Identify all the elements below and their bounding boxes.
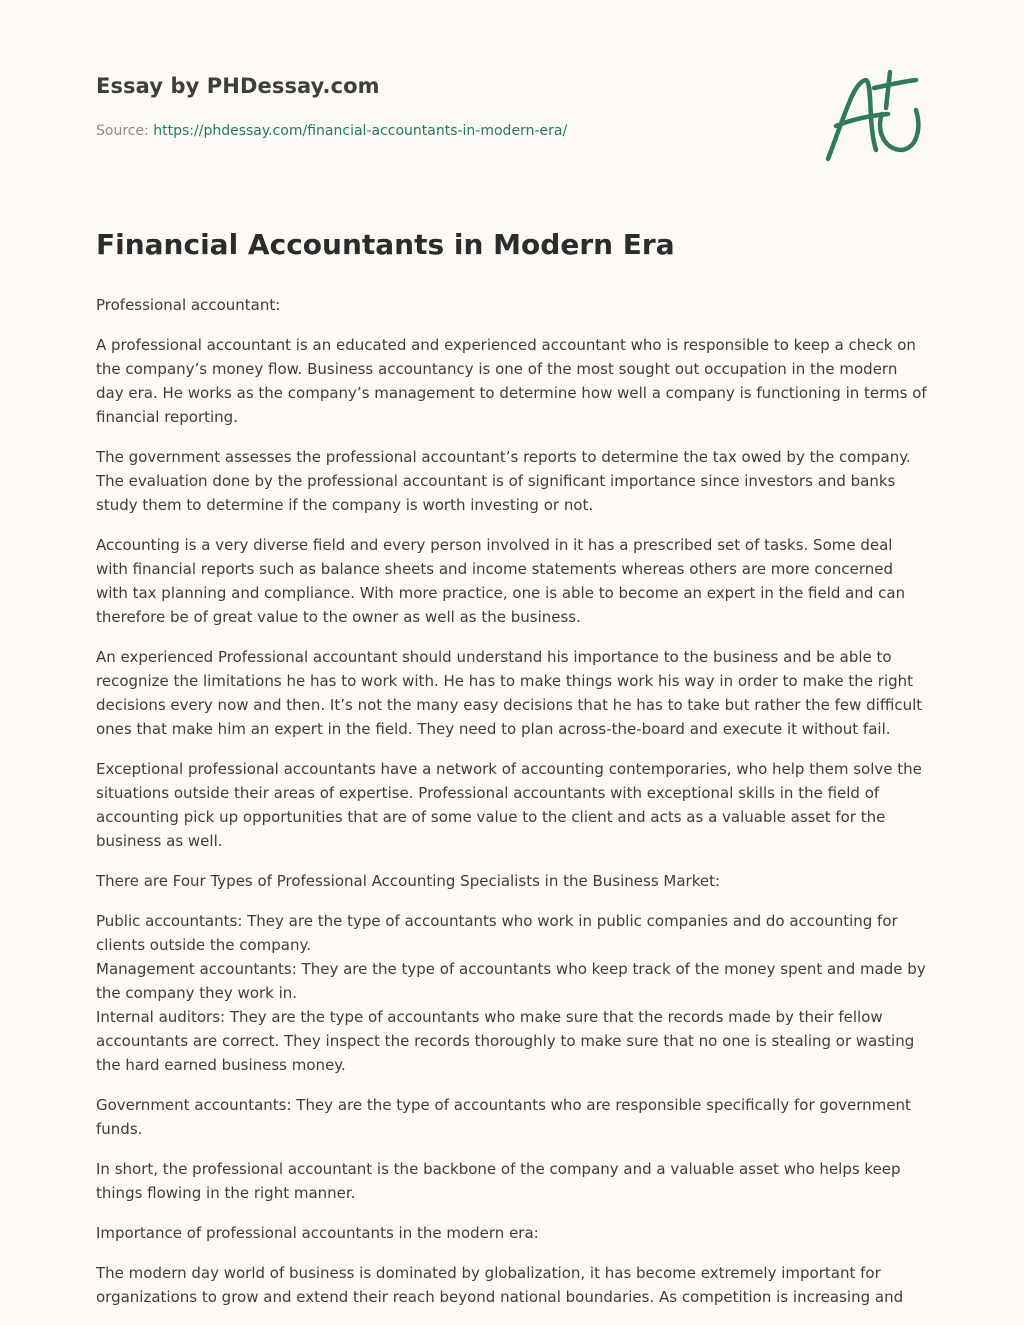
list-paragraph: Internal auditors: They are the type of accountants who make sure that the records made by their fellow accountants are correct. They inspect the records thoroughly to make sure that no one is stealing or wasting the hard earned business money. [96, 1008, 915, 1074]
paragraph: Exceptional professional accountants have a network of accounting contemporaries, who help them solve the situations outside their areas of expertise. Professional accountants with exceptional skills in the field of accounting pick up opportunities that are of some value to the client and acts as a valuable asset for the business as well. [96, 760, 922, 850]
paragraph: A professional accountant is an educated and experienced accountant who is responsible to keep a check on the company’s money flow. Business accountancy is one of the most sought out occupation in the modern day era. He works as the company’s management to determine how well a company is functioning in terms of financial reporting. [96, 336, 927, 426]
paragraph: Accounting is a very diverse field and every person involved in it has a prescribed set of tasks. Some deal with financial reports such as balance sheets and income statements whereas others are more concerned with tax planning and compliance. With more practice, one is able to become an expert in the field and can therefore be of great value to the owner as well as the business. [96, 536, 906, 626]
paragraph: The government assesses the professional accountant’s reports to determine the tax owed by the company. The evaluation done by the professional accountant is of significant importance since investors and banks study them to determine if the company is worth investing or not. [96, 448, 911, 514]
source-link[interactable]: https://phdessay.com/financial-accountants-in-modern-era/ [153, 123, 568, 139]
paragraph: Importance of professional accountants in the modern era: [96, 1224, 539, 1242]
list-paragraph: Public accountants: They are the type of accountants who work in public companies and do accounting for clients outside the company. [96, 912, 898, 954]
paragraph: An experienced Professional accountant should understand his importance to the business and be able to recognize the limitations he has to work with. He has to make things work his way in order to make the right decisions every now and then. It’s not the many easy decisions that he has to take but rather the few difficult ones that make him an expert in the field. They need to plan across-the-board and execute it without fail. [96, 648, 923, 738]
paragraph: Government accountants: They are the type of accountants who are responsible specifically for government funds. [96, 1096, 911, 1138]
page-header [96, 74, 928, 139]
essay-title: Financial Accountants in Modern Era [96, 228, 675, 261]
source-label: Source: [96, 123, 149, 139]
paragraph: In short, the professional accountant is the backbone of the company and a valuable asset who helps keep things flowing in the right manner. [96, 1160, 901, 1202]
list-paragraph: Management accountants: They are the type of accountants who keep track of the money spent and made by the company they work in. [96, 960, 926, 1002]
source-line [96, 123, 928, 139]
essay-body [96, 226, 928, 1325]
site-brand: Essay by PHDessay.com [96, 74, 380, 98]
paragraph: The modern day world of business is dominated by globalization, it has become extremely important for organizations to grow and extend their reach beyond national boundaries. As competition is increasing and [96, 1264, 904, 1306]
a-plus-grade-icon [818, 66, 930, 166]
paragraph: There are Four Types of Professional Accounting Specialists in the Business Market: [96, 872, 721, 890]
paragraph: Professional accountant: [96, 296, 281, 314]
